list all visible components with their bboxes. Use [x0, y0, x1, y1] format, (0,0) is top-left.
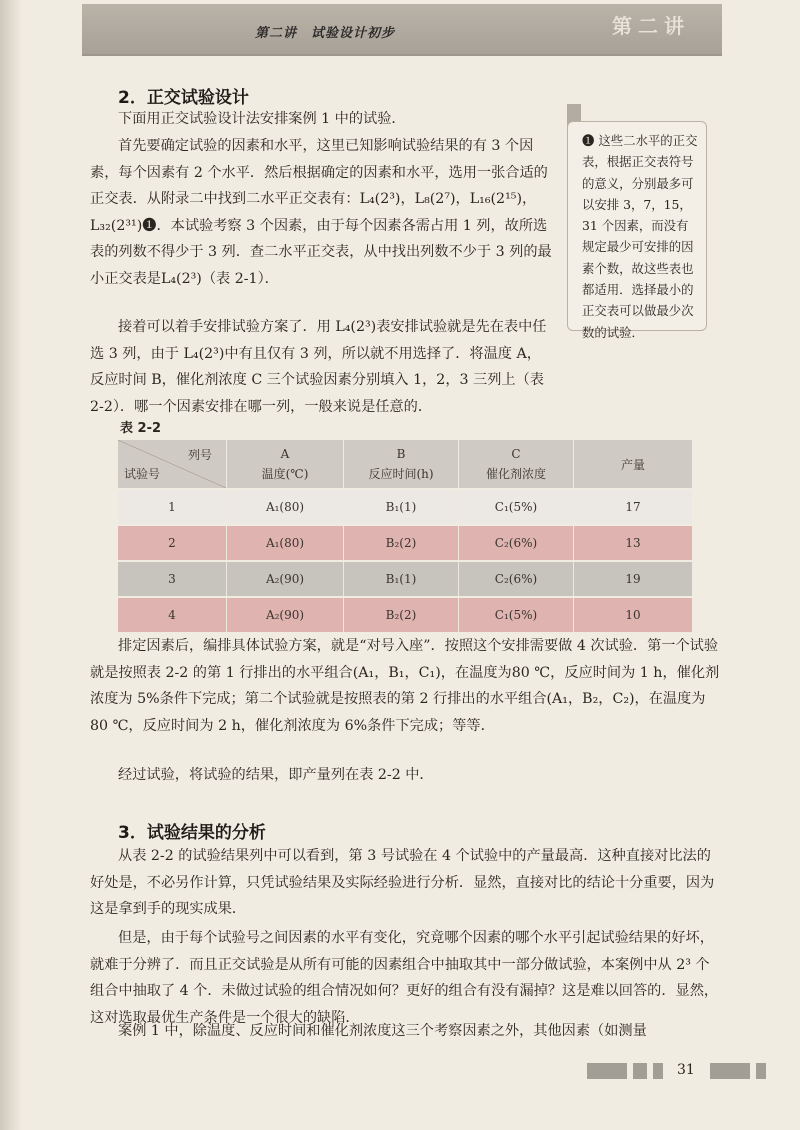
paragraph: 案例 1 中，除温度、反应时间和催化剂浓度这三个考察因素之外，其他因素（如测量	[118, 1023, 647, 1039]
page-edge-shadow	[0, 0, 22, 1130]
corner-column-label: 列号	[187, 448, 212, 462]
paragraph: 首先要确定试验的因素和水平，这里已知影响试验结果的有 3 个因素，每个因素有 2 个水平．然后根据确定的因素和水平，选用一张合适的正交表．从附录二中找到二水平正交表有：L₄(2³)，L₈(2⁷)，L₁₆(2¹⁵)，L₃₂(2³¹)❶．本试验考察 3 个因素，由于每个因素各需占用 1 列，故所选表的列数不得少于 3 列．查二水平正交表，从中找出列数不少于 3 列的最小正交表是L₄(2³)（表 2-1）．	[90, 138, 552, 287]
paragraph: 排定因素后，编排具体试验方案，就是“对号入座”．按照这个安排需要做 4 次试验．第一个试验就是按照表 2-2 的第 1 行排出的水平组合(A₁，B₁，C₁)，在温度为80 ℃，反应时间为 1 h，催化剂浓度为 5%条件下完成；第二个试验就是按照表的第 2 行排出的水平组合(A₁，B₂，C₂)，在温度为 80 ℃，反应时间为 2 h，催化剂浓度为 6%条件下完成；等等．	[90, 638, 720, 734]
footer-bar	[710, 1063, 750, 1079]
footer-bar	[653, 1063, 663, 1079]
margin-note-text: ❶ 这些二水平的正交表，根据正交表符号的意义，分别最多可以安排 3，7，15，31 个因素，而没有规定最少可安排的因素个数，故这些表也都适用．选择最小的正交表可以做最少次数的试验．	[582, 133, 698, 340]
column-header-a: A 温度(℃)	[227, 440, 344, 489]
chapter-mark: 第二讲	[612, 14, 690, 38]
paragraph: 但是，由于每个试验号之间因素的水平有变化，究竟哪个因素的哪个水平引起试验结果的好坏，就难于分辨了．而且正交试验是从所有可能的因素组合中抽取其中一部分做试验，本案例中从 2³ 个组合中抽取了 4 个．未做过试验的组合情况如何？更好的组合有没有漏掉？这是难以回答的．显然，这对选取最优生产条件是一个很大的缺陷．	[90, 930, 719, 1026]
page-number: 31	[677, 1062, 695, 1078]
section-heading-3: 3．试验结果的分析	[118, 823, 266, 843]
column-header-yield: 产量	[574, 440, 693, 489]
paragraph: 从表 2-2 的试验结果列中可以看到，第 3 号试验在 4 个试验中的产量最高．这种直接对比法的好处是，不必另作计算，只凭试验结果及实际经验进行分析．显然，直接对比的结论十分重要，因为这是拿到手的现实成果．	[90, 848, 715, 918]
corner-row-label: 试验号	[124, 467, 161, 481]
table-corner-header	[118, 440, 227, 489]
table-row: 2 A₁(80) B₂(2) C₂(6%) 13	[118, 525, 692, 561]
header-rule	[82, 54, 722, 56]
footer-bar	[633, 1063, 647, 1079]
footer-bar	[587, 1063, 627, 1079]
orthogonal-design-table	[118, 440, 692, 632]
table-row: 1 A₁(80) B₁(1) C₁(5%) 17	[118, 489, 692, 525]
running-header-title: 第二讲 试验设计初步	[255, 26, 396, 41]
column-header-b: B 反应时间(h)	[344, 440, 459, 489]
paragraph: 接着可以着手安排试验方案了．用 L₄(2³)表安排试验就是先在表中任选 3 列，由于 L₄(2³)中有且仅有 3 列，所以就不用选择了．将温度 A，反应时间 B，催化剂浓度 C 三个试验因素分别填入 1，2，3 三列上（表 2-2）．哪一个因素安排在哪一列，一般来说是任意的．	[90, 319, 547, 415]
paragraph: 经过试验，将试验的结果，即产量列在表 2-2 中．	[118, 767, 434, 783]
column-header-c: C 催化剂浓度	[459, 440, 574, 489]
paragraph: 下面用正交试验设计法安排案例 1 中的试验．	[118, 111, 406, 127]
footer-bar	[756, 1063, 766, 1079]
table-row: 4 A₂(90) B₂(2) C₁(5%) 10	[118, 597, 692, 632]
section-heading-2: 2．正交试验设计	[118, 88, 249, 108]
table-row: 3 A₂(90) B₁(1) C₂(6%) 19	[118, 561, 692, 597]
table-caption: 表 2-2	[120, 421, 162, 436]
